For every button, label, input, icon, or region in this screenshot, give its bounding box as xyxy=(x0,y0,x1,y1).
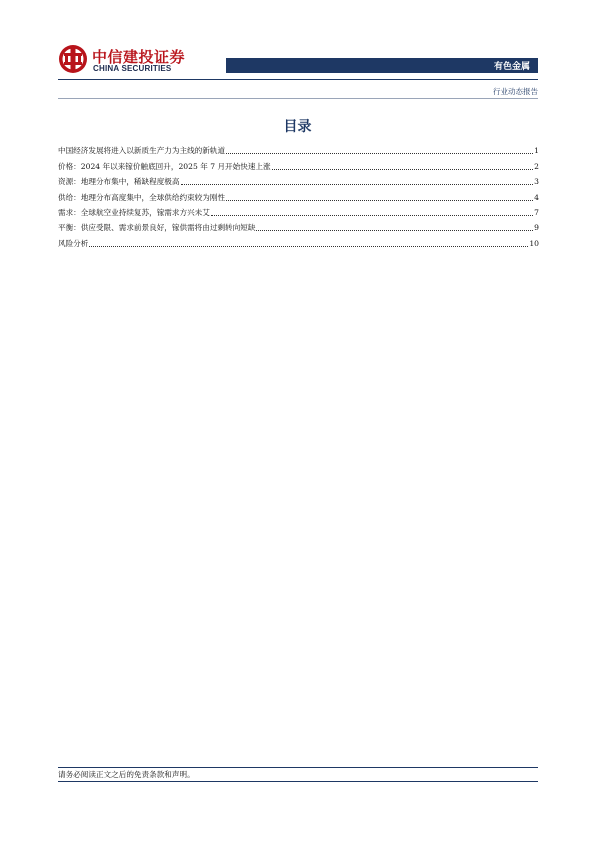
toc-entry[interactable] xyxy=(58,156,539,171)
toc-entry[interactable] xyxy=(58,218,539,233)
table-of-contents xyxy=(58,141,539,249)
header-bar xyxy=(226,58,538,73)
toc-entry-page: 2 xyxy=(534,161,539,171)
header-divider-thin xyxy=(58,98,538,99)
toc-leader xyxy=(226,200,533,201)
toc-entry-page: 1 xyxy=(534,146,539,156)
logo-english-name: CHINA SECURITIES xyxy=(93,64,172,73)
toc-entry-text: 价格：2024 年以来镓价触底回升，2025 年 7 月开始快速上涨 xyxy=(58,161,271,171)
toc-entry[interactable] xyxy=(58,172,539,187)
toc-leader xyxy=(272,169,534,170)
toc-entry-text: 平衡：供应受限、需求前景良好，镓供需将由过剩转向短缺 xyxy=(58,223,256,233)
toc-entry-text: 风险分析 xyxy=(58,238,89,248)
toc-leader xyxy=(89,246,528,247)
header-divider xyxy=(58,79,538,80)
toc-leader xyxy=(256,230,533,231)
toc-entry-text: 供给：地理分布高度集中，全球供给约束较为刚性 xyxy=(58,192,226,202)
report-type: 行业动态报告 xyxy=(493,87,538,96)
toc-entry-page: 9 xyxy=(534,223,539,233)
footer-divider-thick xyxy=(58,781,538,782)
toc-leader xyxy=(211,215,533,216)
toc-entry-text: 需求：全球航空业持续复苏，镓需求方兴未艾 xyxy=(58,207,210,217)
footer-divider xyxy=(58,767,538,768)
toc-entry[interactable] xyxy=(58,233,539,248)
toc-entry-page: 10 xyxy=(529,238,539,248)
toc-leader xyxy=(181,184,534,185)
sector-tag: 有色金属 xyxy=(493,62,530,72)
toc-entry-page: 3 xyxy=(534,177,539,187)
toc-entry[interactable] xyxy=(58,203,539,218)
toc-entry[interactable] xyxy=(58,141,539,156)
toc-entry[interactable] xyxy=(58,187,539,202)
toc-entry-text: 中国经济发展将进入以新质生产力为主线的新轨道 xyxy=(58,146,226,156)
toc-leader xyxy=(226,153,533,154)
toc-title: 目录 xyxy=(283,119,312,135)
company-logo xyxy=(58,44,208,76)
toc-entry-page: 4 xyxy=(534,192,539,202)
citic-logo-icon xyxy=(58,44,88,74)
toc-entry-page: 7 xyxy=(534,207,539,217)
footer-disclaimer: 请务必阅读正文之后的免责条款和声明。 xyxy=(58,770,195,779)
toc-entry-text: 资源：地理分布集中，稀缺程度极高 xyxy=(58,177,180,187)
logo-chinese-name: 中信建投证券 xyxy=(92,48,186,66)
